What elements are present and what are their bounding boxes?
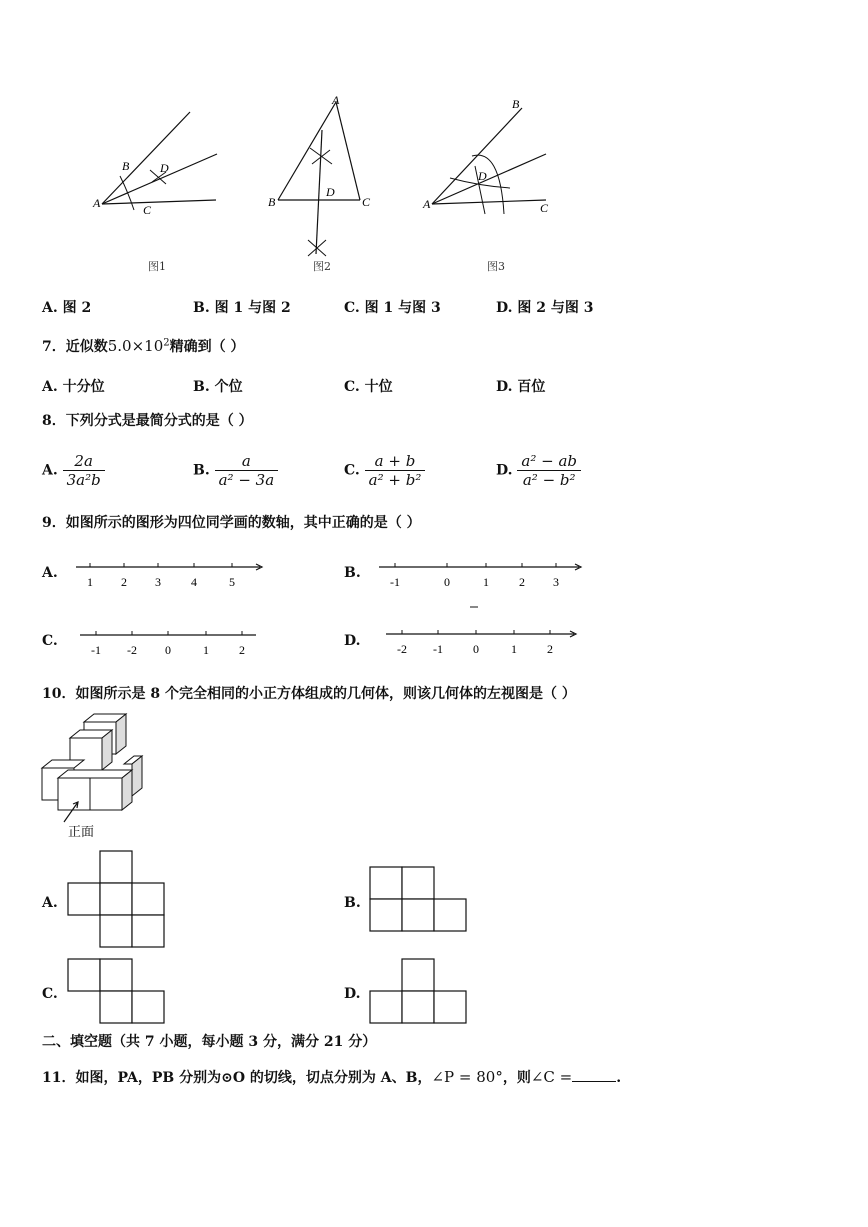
q10-option-c-letter[interactable]: C. [42, 986, 58, 1002]
svg-text:A: A [423, 197, 431, 211]
fig2-caption: 图2 [313, 260, 331, 273]
svg-text:B: B [122, 159, 130, 173]
q10-option-d-view[interactable] [368, 958, 470, 1026]
tick-label: 5 [229, 575, 235, 589]
tick-label: 0 [473, 642, 479, 656]
fig1-caption: 图1 [148, 260, 166, 273]
tick-label: 2 [519, 575, 525, 589]
tick-label: -2 [397, 642, 407, 656]
q6-option-b[interactable]: B. 图 1 与图 2 [193, 300, 291, 316]
q8-stem: 8．下列分式是最简分式的是（ ） [42, 413, 253, 429]
tick-label: 1 [511, 642, 517, 656]
svg-text:A: A [332, 93, 340, 107]
q7-option-d[interactable]: D. 百位 [496, 379, 546, 395]
q9-number-line-d[interactable] [382, 626, 580, 658]
q6-figure-1 [80, 100, 240, 230]
q7-option-a[interactable]: A. 十分位 [42, 379, 105, 395]
fig3-caption: 图3 [487, 260, 505, 273]
q10-stem: 10．如图所示是 8 个完全相同的小正方体组成的几何体，则该几何体的左视图是（ ） [42, 686, 576, 702]
q7-option-c[interactable]: C. 十位 [344, 379, 393, 395]
q10-option-c-view[interactable] [66, 958, 168, 1026]
q10-option-b-view[interactable] [368, 866, 470, 934]
q9-number-line-c[interactable] [76, 626, 262, 658]
tick-label: 0 [444, 575, 450, 589]
q9-option-a-letter[interactable]: A. [42, 565, 58, 581]
svg-text:B: B [268, 195, 276, 209]
q11-stem: 11．如图，PA，PB 分别为⊙O 的切线，切点分别为 A、B，∠P = 80°，则∠C = . [42, 1068, 622, 1086]
q9-option-d-letter[interactable]: D. [344, 633, 361, 649]
q9-number-line-b[interactable] [375, 558, 585, 614]
svg-text:A: A [93, 196, 101, 210]
q9-option-c-letter[interactable]: C. [42, 633, 58, 649]
q10-option-b-letter[interactable]: B. [344, 895, 361, 911]
q9-number-line-a[interactable] [72, 558, 268, 590]
svg-text:C: C [143, 203, 152, 217]
svg-text:D: D [160, 161, 169, 175]
tick-label: 1 [87, 575, 93, 589]
svg-text:D: D [326, 185, 335, 199]
q6-option-a[interactable]: A. 图 2 [42, 300, 92, 316]
front-label: 正面 [68, 825, 95, 840]
q7-option-b[interactable]: B. 个位 [193, 379, 243, 395]
q9-stem: 9．如图所示的图形为四位同学画的数轴，其中正确的是（ ） [42, 515, 421, 531]
tick-label: -1 [91, 643, 101, 657]
q9-option-b-letter[interactable]: B. [344, 565, 361, 581]
tick-label: 4 [191, 575, 197, 589]
q10-solid-figure [40, 712, 150, 840]
q10-option-d-letter[interactable]: D. [344, 986, 361, 1002]
svg-text:C: C [540, 201, 549, 215]
svg-text:B: B [512, 97, 520, 111]
q7-stem: 7．近似数$5.0\times 10^2$精确到（ ） [42, 337, 245, 355]
q8-option-d[interactable]: D. $\frac{\text{a² − ab}}{\text{a² − b²}}$ [496, 452, 581, 489]
tick-label: 2 [547, 642, 553, 656]
tick-label: 1 [203, 643, 209, 657]
tick-label: 2 [239, 643, 245, 657]
tick-label: 2 [121, 575, 127, 589]
q10-option-a-view[interactable] [66, 850, 168, 950]
svg-text:C: C [362, 195, 371, 209]
q6-option-c[interactable]: C. 图 1 与图 3 [344, 300, 441, 316]
tick-label: 3 [155, 575, 161, 589]
tick-label: 3 [553, 575, 559, 589]
q6-option-d[interactable]: D. 图 2 与图 3 [496, 300, 594, 316]
tick-label: -2 [127, 643, 137, 657]
section-2-title: 二、填空题（共 7 小题，每小题 3 分，满分 21 分） [42, 1034, 377, 1050]
tick-label: -1 [390, 575, 400, 589]
q11-answer-blank[interactable] [572, 1069, 616, 1082]
tick-label: 1 [483, 575, 489, 589]
tick-label: -1 [433, 642, 443, 656]
q10-option-a-letter[interactable]: A. [42, 895, 58, 911]
q6-figure-3 [420, 96, 570, 226]
q8-option-a[interactable]: A. $\frac{2a}{\text{3a²b}}$ [42, 452, 105, 489]
tick-label: 0 [165, 643, 171, 657]
q8-option-b[interactable]: B. $\frac{a}{\text{a² − 3a}}$ [193, 452, 278, 489]
svg-text:D: D [478, 169, 487, 183]
q6-figure-2 [262, 92, 382, 262]
q8-option-c[interactable]: C. $\frac{a + b}{\text{a² + b²}}$ [344, 452, 425, 489]
